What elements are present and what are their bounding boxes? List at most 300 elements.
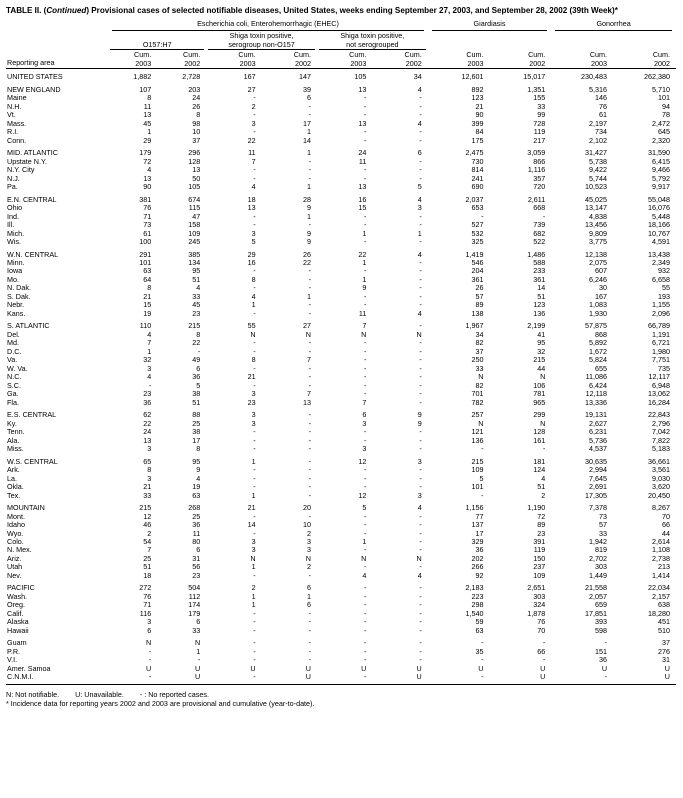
row-value-cell: U [664,663,670,673]
row-value-cell: 33 [192,625,201,635]
row-value-cell: 15 [143,300,152,310]
row-value-cell: 385 [188,249,201,259]
row-value-cell: 6 [417,148,422,158]
table-row [6,103,676,111]
table-row [6,627,676,635]
row-value-cell: - [308,465,311,475]
row-value-cell: - [419,156,422,166]
row-value-cell: 215 [471,456,484,466]
row-area-label: Ga. [7,389,19,399]
table-row [6,601,676,609]
row-value-cell: - [308,625,311,635]
row-value-cell: 13,456 [585,220,608,230]
row-value-cell: 655 [595,363,608,373]
row-value-cell: 37 [662,638,670,648]
row-value-cell: 17 [475,528,484,538]
row-value-cell: 66 [537,646,546,656]
row-value-cell: 892 [471,84,484,94]
row-value-cell: - [253,380,256,390]
row-value-cell: 7,822 [652,435,670,445]
row-value-cell: 7,751 [652,355,670,365]
table-row [6,648,676,656]
row-value-cell: - [419,101,422,111]
row-value-cell: 11 [358,156,367,166]
table-row [6,521,676,529]
row-value-cell: - [363,655,367,665]
row-area-label: S. Dak. [7,291,31,301]
row-value-cell: - [253,346,256,356]
table-row [6,593,676,601]
row-value-cell: 9,422 [589,165,608,175]
row-value-cell: U [195,663,201,673]
row-value-cell: 15 [358,203,367,213]
row-value-cell: 17 [192,435,201,445]
row-value-cell: 361 [471,274,484,284]
row-value-cell: - [253,655,256,665]
row-value-cell: - [363,608,367,618]
row-value-cell: 36 [475,545,484,555]
row-value-cell: 123 [533,300,546,310]
row-value-cell: 734 [595,127,608,137]
row-value-cell: 17,305 [585,490,608,500]
row-value-cell: - [419,655,422,665]
row-area-label: Hawaii [7,625,29,635]
table-row [6,458,676,466]
row-value-cell: 17,851 [585,608,608,618]
row-value-cell: 23 [537,528,546,538]
row-value-cell: 80 [192,537,201,546]
row-value-cell: 76 [143,591,152,601]
row-value-cell: 3 [362,444,367,454]
row-area-label: R.I. [7,127,19,137]
row-value-cell: 109 [188,228,201,238]
row-value-cell: 4 [147,372,152,382]
row-value-cell: - [363,291,367,301]
row-value-cell: 13 [143,435,152,445]
row-value-cell: 31,590 [648,148,670,158]
row-area-label: Wis. [7,237,21,247]
row-value-cell: - [308,456,311,466]
row-value-cell: 30,635 [585,456,608,466]
table-row [6,322,676,330]
row-value-cell: 598 [595,625,608,635]
col-year-2002: 2002 [654,58,670,68]
row-value-cell: 6 [306,583,311,593]
row-value-cell: 90 [143,182,152,192]
row-value-cell: N [540,372,546,382]
row-value-cell: U [416,663,422,673]
row-value-cell: 4,537 [589,444,608,454]
row-area-label: Miss. [7,444,24,454]
row-value-cell: 31 [192,553,201,563]
row-value-cell: 134 [188,257,201,267]
row-value-cell: 18,166 [648,220,670,230]
spacer-giardiasis [428,32,552,51]
row-value-cell: 36 [143,397,152,407]
row-value-cell: - [419,321,422,331]
row-value-cell: 1,878 [527,608,546,618]
row-value-cell: 5 [196,380,201,390]
col-cum-label: Cum. [652,50,670,60]
row-value-cell: - [308,418,311,428]
row-value-cell: 3 [251,545,256,555]
col-year-2003: 2003 [467,58,484,68]
row-value-cell: 16,284 [648,397,670,407]
table-row [6,513,676,521]
row-value-cell: 13 [143,173,152,183]
row-value-cell: - [363,638,367,648]
row-value-cell: 2,611 [527,194,546,204]
row-value-cell: 6 [362,410,367,420]
row-value-cell: 21 [247,372,256,382]
row-value-cell: - [481,490,484,500]
row-value-cell: 245 [188,237,201,247]
row-area-label: N. Dak. [7,283,31,293]
row-value-cell: 23 [192,570,201,580]
row-area-label: Alaska [7,617,29,627]
row-area-label: Amer. Samoa [7,663,51,673]
table-row [6,399,676,407]
row-value-cell: 2,075 [589,257,608,267]
row-value-cell: - [419,165,422,175]
row-value-cell: 50 [192,173,201,183]
subgroup-o157h7: O157:H7 [108,32,206,51]
row-value-cell: 2,651 [527,583,546,593]
row-value-cell: 1,108 [652,545,670,555]
group-header-giardiasis: Giardiasis [428,20,552,31]
row-value-cell: 22 [302,257,311,267]
row-value-cell: 101 [471,482,484,492]
row-value-cell: 11,086 [585,372,608,382]
row-value-cell: 110 [139,321,152,331]
row-value-cell: 527 [471,220,484,230]
row-value-cell: 2 [541,490,546,500]
row-value-cell: 2 [147,528,152,538]
row-value-cell: 119 [533,545,546,555]
row-value-cell: 504 [188,583,201,593]
row-area-label: Upstate N.Y. [7,156,47,166]
row-value-cell: - [542,638,546,648]
row-value-cell: 781 [533,389,546,399]
row-value-cell: 22,843 [648,410,670,420]
row-value-cell: 106 [533,380,546,390]
row-area-label: Del. [7,329,20,339]
row-area-label: Mo. [7,274,19,284]
row-value-cell: - [253,638,256,648]
row-value-cell: 720 [533,182,546,192]
row-value-cell: 107 [139,84,152,94]
row-value-cell: 393 [595,617,608,627]
row-value-cell: 2,627 [589,418,608,428]
row-value-cell: 6,246 [589,274,608,284]
row-area-label: Pa. [7,182,18,192]
row-value-cell: 100 [139,237,152,247]
table-footnotes [6,690,676,709]
row-value-cell: 291 [139,249,152,259]
row-value-cell: 76 [537,617,546,627]
row-value-cell: 89 [537,520,546,530]
row-value-cell: 64 [143,274,152,284]
footnote-asterisk: * Incidence data for reporting years 2002 and 2003 are provisional and cumulative (year-to-date). [6,699,315,709]
row-value-cell: 15,017 [523,72,546,82]
row-value-cell: 36 [192,372,201,382]
row-value-cell: - [363,363,367,373]
row-value-cell: - [253,266,256,276]
row-area-label: P.R. [7,646,21,656]
row-value-cell: - [419,608,422,618]
row-value-cell: 1 [306,291,311,301]
row-value-cell: 136 [533,308,546,318]
row-value-cell: 22 [247,135,256,145]
row-value-cell: - [363,520,367,530]
row-value-cell: 115 [188,203,201,213]
row-value-cell: - [419,283,422,293]
row-value-cell: 51 [192,397,201,407]
row-value-cell: 44 [662,528,670,538]
row-value-cell: 5,183 [652,444,670,454]
row-value-cell: 31,427 [585,148,608,158]
row-value-cell: 6,658 [652,274,670,284]
row-value-cell: 95 [537,338,546,348]
row-value-cell: 8 [147,465,152,475]
row-value-cell: - [253,617,256,627]
row-value-cell: 94 [662,101,670,111]
row-value-cell: 7 [306,355,311,365]
row-value-cell: 13,336 [585,397,608,407]
row-value-cell: 24 [143,427,152,437]
row-value-cell: 11 [192,528,201,538]
row-value-cell: - [308,338,311,348]
row-value-cell: - [197,346,201,356]
row-value-cell: - [419,625,422,635]
row-value-cell: - [419,427,422,437]
row-area-label: V.I. [7,655,18,665]
row-value-cell: 90 [475,110,484,120]
row-value-cell: 116 [139,608,152,618]
row-value-cell: - [419,591,422,601]
row-value-cell: 3 [251,418,256,428]
row-value-cell: 70 [662,511,670,521]
row-value-cell: - [308,655,311,665]
row-value-cell: 33 [475,363,484,373]
row-area-label: Wash. [7,591,28,601]
row-value-cell: 391 [533,537,546,546]
row-value-cell: 12,118 [585,389,608,399]
row-value-cell: 1 [147,127,152,137]
row-value-cell: 7 [362,397,367,407]
row-value-cell: 213 [658,562,670,572]
row-value-cell: 3,059 [527,148,546,158]
row-value-cell: 36,661 [648,456,670,466]
row-value-cell: 167 [243,72,256,82]
table-title [0,0,683,16]
notifiable-diseases-table [6,20,676,681]
row-value-cell: 674 [188,194,201,204]
row-value-cell: 45 [192,300,201,310]
row-value-cell: - [253,283,256,293]
col-cum-label: Cum. [183,50,201,60]
row-value-cell: 3 [417,490,422,500]
row-value-cell: 3 [251,389,256,399]
row-value-cell: 174 [188,600,201,610]
row-value-cell: 51 [192,274,201,284]
row-value-cell: 21 [143,291,152,301]
row-value-cell: 3,775 [589,237,608,247]
row-value-cell: 22 [358,249,367,259]
row-value-cell: 167 [595,291,608,301]
row-value-cell: 276 [658,646,670,656]
row-value-cell: 1,930 [589,308,608,318]
row-value-cell: U [361,663,367,673]
row-value-cell: 13,062 [648,389,670,399]
row-value-cell: 14 [302,135,311,145]
row-value-cell: 2,738 [652,553,670,563]
row-value-cell: 782 [471,397,484,407]
row-area-label: Utah [7,562,23,572]
row-value-cell: 109 [533,570,546,580]
row-value-cell: 19 [192,482,201,492]
row-area-label: Colo. [7,537,24,546]
row-value-cell: 4,838 [589,211,608,221]
group-header-gonorrhea: Gonorrhea [551,20,676,31]
row-value-cell: - [253,570,256,580]
row-value-cell: 105 [188,182,201,192]
row-area-label: S.C. [7,380,21,390]
row-value-cell: 1,540 [465,608,484,618]
row-value-cell: 1,155 [652,300,670,310]
row-value-cell: 5 [479,473,484,483]
row-value-cell: 37 [192,135,201,145]
row-value-cell: 21 [143,482,152,492]
row-value-cell: - [419,520,422,530]
row-value-cell: 223 [471,591,484,601]
row-value-cell: 13 [358,118,367,128]
row-value-cell: 38 [192,427,201,437]
row-value-cell: 61 [143,228,152,238]
row-value-cell: 6,948 [652,380,670,390]
table-row [6,149,676,157]
row-value-cell: 70 [537,625,546,635]
table-row [6,530,676,538]
row-value-cell: 28 [302,194,311,204]
row-value-cell: 66,789 [648,321,670,331]
row-area-label: Idaho [7,520,25,530]
table-row [6,111,676,119]
row-value-cell: - [419,110,422,120]
row-value-cell: 14 [537,283,546,293]
row-value-cell: 71 [143,600,152,610]
row-value-cell: 299 [533,410,546,420]
row-value-cell: 1 [251,600,256,610]
row-value-cell: 329 [471,537,484,546]
row-value-cell: 8 [147,93,152,103]
row-value-cell: 3 [147,617,152,627]
row-value-cell: 8 [196,329,201,339]
row-value-cell: - [363,465,367,475]
row-value-cell: - [253,465,256,475]
row-value-cell: - [419,380,422,390]
row-area-label: Guam [7,638,27,648]
row-value-cell: 2,183 [465,583,484,593]
row-value-cell: 2,994 [589,465,608,475]
row-value-cell: 303 [595,562,608,572]
row-value-cell: 2,691 [589,482,608,492]
row-value-cell: 1,190 [527,503,546,513]
row-value-cell: 2,157 [652,591,670,601]
row-value-cell: 298 [471,600,484,610]
row-value-cell: U [478,663,484,673]
row-value-cell: 7,378 [589,503,608,513]
row-value-cell: 4 [417,503,422,513]
row-value-cell: 4,591 [652,237,670,247]
table-row [6,420,676,428]
row-value-cell: 868 [595,329,608,339]
row-value-cell: - [419,444,422,454]
row-value-cell: 4 [196,283,201,293]
table-row [6,196,676,204]
row-value-cell: - [197,655,201,665]
row-area-label: Ariz. [7,553,22,563]
row-value-cell: 20 [302,503,311,513]
row-value-cell: 2,096 [652,308,670,318]
row-value-cell: - [308,427,311,437]
row-value-cell: 1,156 [465,503,484,513]
row-value-cell: U [305,663,311,673]
row-value-cell: 158 [188,220,201,230]
row-area-label: Va. [7,355,18,365]
table-row [6,166,676,174]
row-value-cell: - [419,617,422,627]
row-value-cell: 4 [196,473,201,483]
row-value-cell: 12,117 [648,372,670,382]
row-value-cell: - [308,380,311,390]
row-value-cell: 3,620 [652,482,670,492]
row-value-cell: - [363,338,367,348]
row-area-label: Oreg. [7,600,25,610]
row-value-cell: - [363,435,367,445]
row-value-cell: 819 [595,545,608,555]
row-value-cell: 56 [192,562,201,572]
table-row [6,310,676,318]
table-row [6,251,676,259]
row-value-cell: 11 [143,101,152,111]
row-value-cell: 9 [306,237,311,247]
row-value-cell: U [601,663,608,673]
row-value-cell: - [419,338,422,348]
row-value-cell: 63 [192,490,201,500]
row-value-cell: 34 [475,329,484,339]
row-value-cell: 10,523 [585,182,608,192]
row-value-cell: 72 [143,156,152,166]
row-value-cell: - [419,389,422,399]
row-area-label: N.Y. City [7,165,35,175]
row-value-cell: - [253,672,256,682]
row-value-cell: - [419,562,422,572]
row-value-cell: - [363,511,367,521]
row-value-cell: 59 [475,617,484,627]
row-value-cell: 357 [533,173,546,183]
table-row [6,483,676,491]
row-value-cell: 735 [658,363,670,373]
row-value-cell: 1 [251,300,256,310]
row-value-cell: N [361,329,367,339]
row-area-label: Kans. [7,308,26,318]
row-value-cell: - [419,482,422,492]
row-area-label: W.S. CENTRAL [7,456,58,466]
row-value-cell: N [250,553,256,563]
row-value-cell: 84 [475,127,484,137]
row-value-cell: 668 [533,203,546,213]
